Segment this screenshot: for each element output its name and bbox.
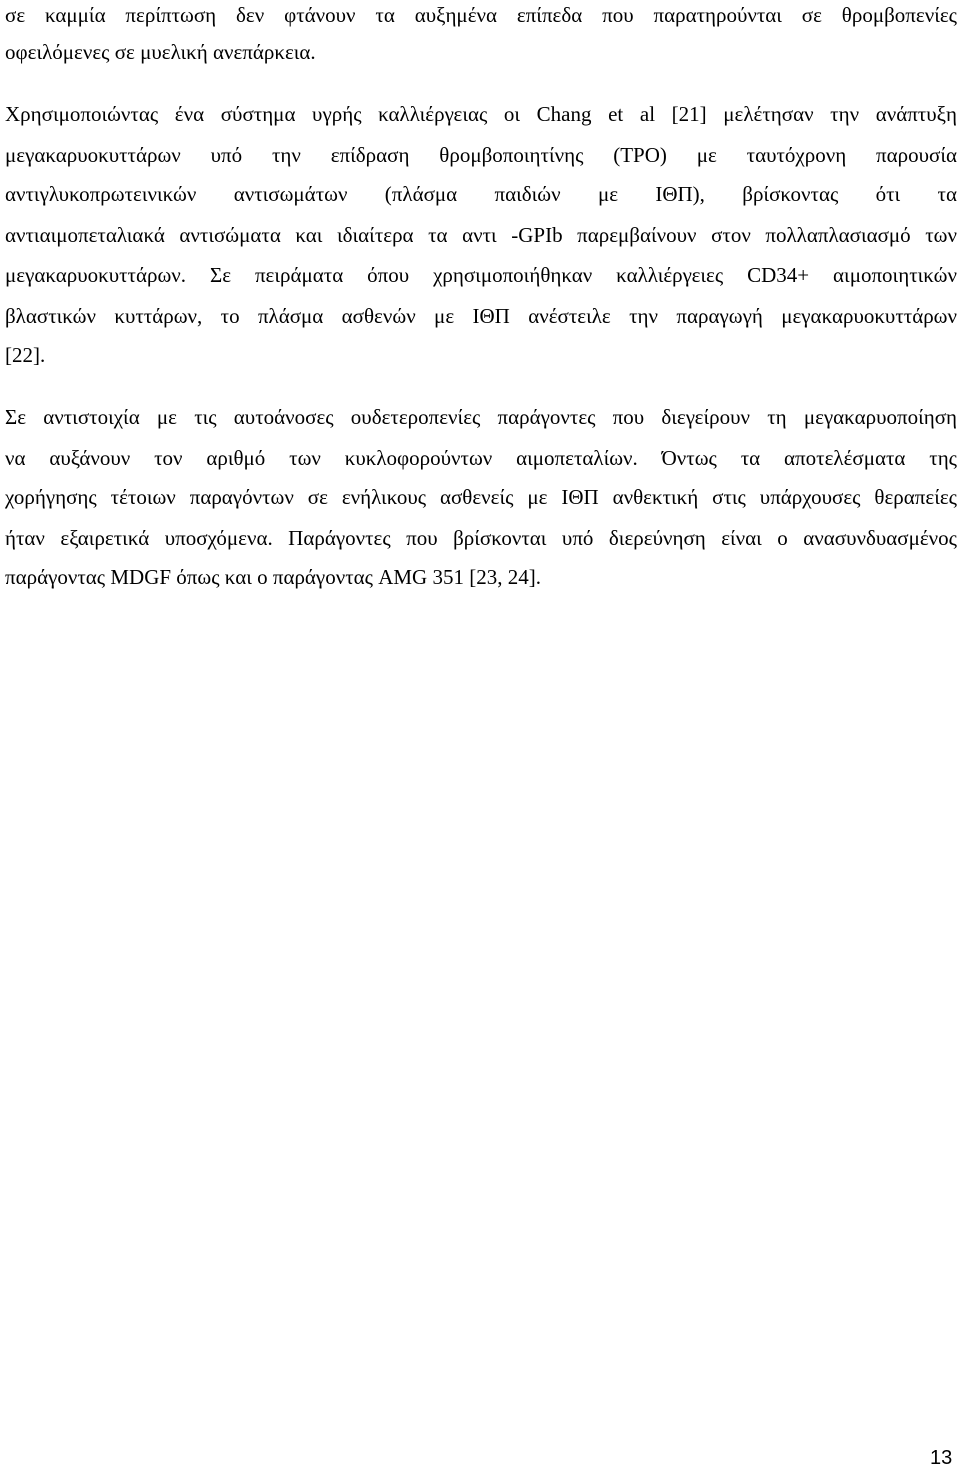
page-number: 13 bbox=[930, 1447, 953, 1469]
text-line: να αυξάνουν τον αριθμό των κυκλοφορούντων αιμοπεταλίων. Όντως τα αποτελέσματα της bbox=[5, 446, 957, 470]
text-line: βλαστικών κυττάρων, το πλάσμα ασθενών με ΙΘΠ ανέστειλε την παραγωγή μεγακαρυοκυττάρων bbox=[5, 304, 957, 328]
text-line: ήταν εξαιρετικά υποσχόμενα. Παράγοντες που βρίσκονται υπό διερεύνηση είναι ο ανασυνδυασμένος bbox=[5, 526, 957, 550]
text-line: [22]. bbox=[5, 343, 46, 367]
text-line: Σε αντιστοιχία με τις αυτοάνοσες ουδετεροπενίες παράγοντες που διεγείρουν τη μεγακαρυοποίηση bbox=[5, 405, 957, 429]
text-line: αντιγλυκοπρωτεινικών αντισωμάτων (πλάσμα παιδιών με ΙΘΠ), βρίσκοντας ότι τα bbox=[5, 182, 957, 206]
text-line: χορήγησης τέτοιων παραγόντων σε ενήλικους ασθενείς με ΙΘΠ ανθεκτική στις υπάρχουσες θεραπείες bbox=[5, 485, 957, 509]
text-line: μεγακαρυοκυττάρων υπό την επίδραση θρομβοποιητίνης (TPO) με ταυτόχρονη παρουσία bbox=[5, 143, 957, 167]
text-line: οφειλόμενες σε μυελική ανεπάρκεια. bbox=[5, 40, 316, 64]
text-line: παράγοντας MDGF όπως και ο παράγοντας AMG 351 [23, 24]. bbox=[5, 565, 541, 589]
text-line: Χρησιμοποιώντας ένα σύστημα υγρής καλλιέργειας οι Chang et al [21] μελέτησαν την ανάπτυξη bbox=[5, 102, 957, 126]
text-line: σε καμμία περίπτωση δεν φτάνουν τα αυξημένα επίπεδα που παρατηρούνται σε θρομβοπενίες bbox=[5, 3, 957, 27]
text-line: μεγακαρυοκυττάρων. Σε πειράματα όπου χρησιμοποιήθηκαν καλλιέργειες CD34+ αιμοποιητικών bbox=[5, 263, 957, 287]
text-line: αντιαιμοπεταλιακά αντισώματα και ιδιαίτερα τα αντι -GPIb παρεμβαίνουν στον πολλαπλασιασμό των bbox=[5, 223, 957, 247]
